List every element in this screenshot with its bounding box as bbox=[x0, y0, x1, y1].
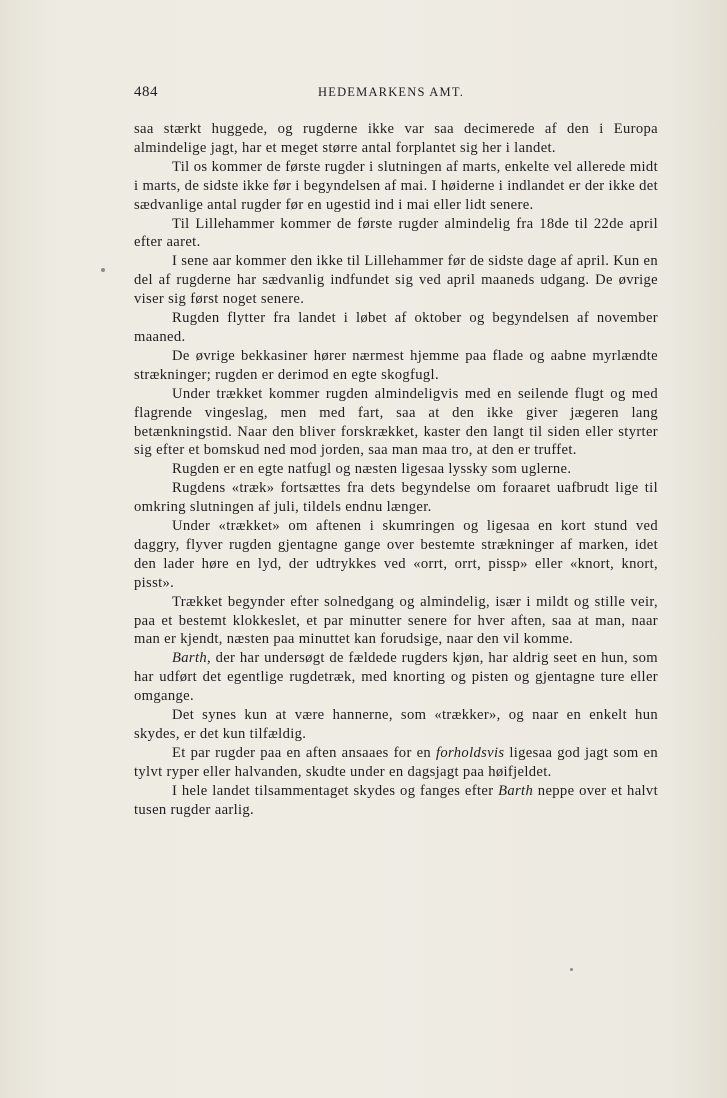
paragraph-2 bbox=[134, 158, 658, 215]
paragraph-text: Rugden er en egte natfugl og næsten ligesaa lyssky som uglerne. bbox=[172, 461, 572, 478]
paragraph-text: Til os kommer de første rugder i slutningen af marts, enkelte vel allerede midt i marts, de sidste ikke før i begyndelsen af mai. I høiderne i indlandet er der ikke det sædvanlige antal rugder før en ugestid ind i mai eller lidt senere. bbox=[134, 158, 658, 213]
paragraph-text: I sene aar kommer den ikke til Lillehammer før de sidste dage af april. Kun en del af rugderne har sædvanlig indfundet sig ved april maaneds udgang. De øvrige viser sig først noget senere. bbox=[134, 253, 658, 308]
paragraph-text: Det synes kun at være hannerne, som «trækker», og naar en enkelt hun skydes, er det kun tilfældig. bbox=[134, 707, 658, 742]
body-text bbox=[134, 120, 658, 820]
paragraph-5 bbox=[134, 309, 658, 347]
paragraph-15 bbox=[134, 782, 658, 820]
paragraph-1 bbox=[134, 120, 658, 158]
paragraph-6 bbox=[134, 347, 658, 385]
paragraph-11 bbox=[134, 593, 658, 650]
paragraph-text: Et par rugder paa en aften ansaaes for en bbox=[172, 744, 436, 761]
paragraph-text: Rugden flytter fra landet i løbet af oktober og begyndelsen af november maaned. bbox=[134, 310, 658, 345]
paragraph-text: I hele landet tilsammentaget skydes og fanges efter bbox=[172, 782, 499, 799]
paragraph-text: Under «trækket» om aftenen i skumringen og ligesaa en kort stund ved daggry, flyver rugden gjentagne gange over bestemte strækninger af marken, idet den lader høre en lyd, der udtrykkes ved «orrt, orrt, pissp» eller «knort, knort, pisst». bbox=[134, 518, 658, 591]
print-speck bbox=[570, 968, 573, 971]
italic-word: forholdsvis bbox=[435, 744, 505, 761]
paragraph-7 bbox=[134, 385, 658, 461]
paragraph-text: Trækket begynder efter solnedgang og almindelig, især i mildt og stille veir, paa et bestemt klokkeslet, et par minutter senere for hver aften, saa at man, naar man er kjendt, næsten paa minuttet kan forudsige, naar den vil komme. bbox=[134, 593, 658, 648]
paragraph-text: De øvrige bekkasiner hører nærmest hjemme paa flade og aabne myrlændte strækninger; rugden er derimod en egte skogfugl. bbox=[134, 347, 658, 383]
paragraph-4 bbox=[134, 252, 658, 309]
paragraph-12 bbox=[134, 649, 658, 706]
paragraph-14 bbox=[134, 744, 658, 782]
paragraph-text: ligesaa god jagt som en tylvt ryper eller halvanden, skudte under en dagsjagt paa høifjeldet. bbox=[134, 744, 658, 780]
print-speck bbox=[101, 268, 105, 272]
paragraph-8 bbox=[134, 460, 658, 479]
paragraph-text: saa stærkt huggede, og rugderne ikke var saa decimerede af den i Europa almindelige jagt, har et meget større antal forplantet sig her i landet. bbox=[134, 121, 658, 156]
running-title: HEDEMARKENS AMT. bbox=[318, 85, 465, 99]
page-header bbox=[134, 84, 654, 106]
italic-name: Barth, bbox=[172, 650, 211, 667]
paragraph-text: Rugdens «træk» fortsættes fra dets begyndelse om foraaret uafbrudt lige til omkring slutningen af juli, tildels endnu længer. bbox=[134, 480, 658, 516]
paragraph-text: neppe over et halvt tusen rugder aarlig. bbox=[134, 782, 658, 818]
paragraph-10 bbox=[134, 517, 658, 593]
italic-name: Barth bbox=[498, 782, 534, 799]
paragraph-text: Under trækket kommer rugden almindeligvis med en seilende flugt og med flagrende vingeslag, men med fart, saa at den ikke giver jægeren lang betænkningstid. Naar den bliver forskrækket, kaster den langt til siden eller styrter sig efter et bomskud ned mod jorden, saa man maa tro, at den er truffet. bbox=[134, 385, 658, 459]
paragraph-13 bbox=[134, 706, 658, 744]
page-number: 484 bbox=[134, 84, 158, 100]
paragraph-3 bbox=[134, 215, 658, 253]
paragraph-9 bbox=[134, 479, 658, 517]
paragraph-text: Til Lillehammer kommer de første rugder almindelig fra 18de til 22de april efter aaret. bbox=[134, 215, 658, 251]
paragraph-text: der har undersøgt de fældede rugders kjøn, har aldrig seet en hun, som har udført det egentlige rugdetræk, med knorting og pisten og gjentagne ture eller omgange. bbox=[134, 650, 658, 705]
